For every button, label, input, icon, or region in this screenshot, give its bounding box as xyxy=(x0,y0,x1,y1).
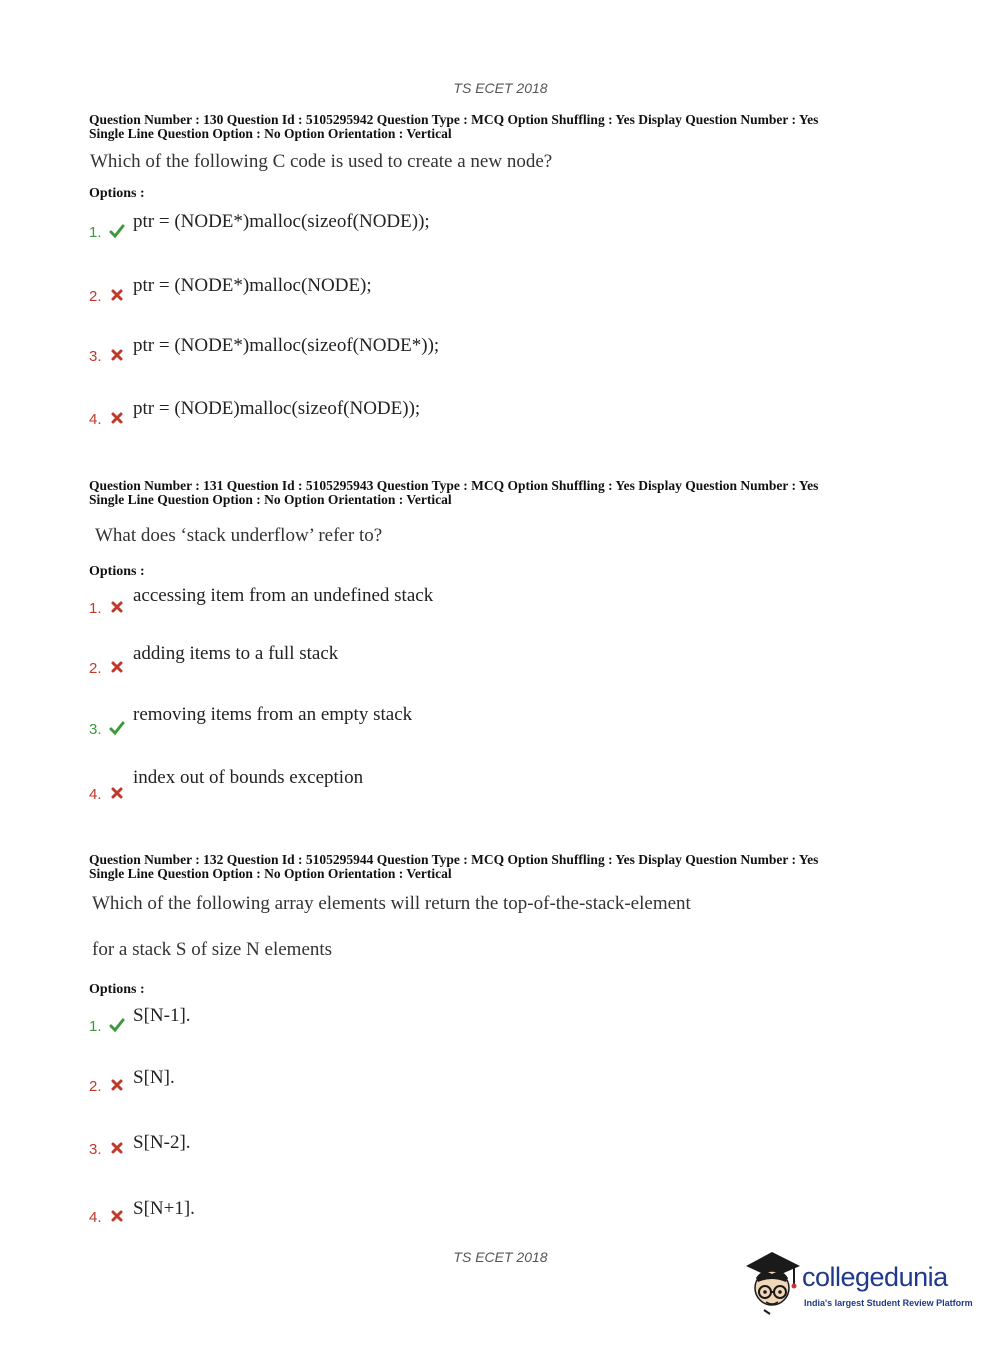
option-number: 4. xyxy=(89,786,102,803)
option-1 xyxy=(89,211,789,241)
option-number: 4. xyxy=(89,1209,102,1226)
page-header: TS ECET 2018 xyxy=(453,80,548,96)
option-3 xyxy=(89,335,789,365)
option-number: 3. xyxy=(89,1141,102,1158)
cross-icon xyxy=(109,287,125,303)
option-text: adding items to a full stack xyxy=(133,643,339,664)
check-icon xyxy=(109,720,125,736)
option-3 xyxy=(89,1128,789,1158)
option-1 xyxy=(89,1005,789,1035)
question-meta-line2: Single Line Question Option : No Option Orientation : Vertical xyxy=(89,126,452,141)
option-text: index out of bounds exception xyxy=(133,767,364,788)
cross-icon xyxy=(109,1077,125,1093)
cross-icon xyxy=(109,347,125,363)
mascot-icon xyxy=(742,1250,804,1318)
page-footer: TS ECET 2018 xyxy=(453,1249,548,1265)
option-4 xyxy=(89,398,789,428)
option-2 xyxy=(89,643,789,677)
question-meta-line2: Single Line Question Option : No Option Orientation : Vertical xyxy=(89,492,452,507)
option-number: 3. xyxy=(89,348,102,365)
check-icon xyxy=(109,223,125,239)
option-text: S[N]. xyxy=(133,1067,175,1088)
question-text-line2: for a stack S of size N elements xyxy=(92,939,333,960)
question-meta-line1: Question Number : 131 Question Id : 5105295943 Question Type : MCQ Option Shuffling : Yes Display Question Number : Yes xyxy=(89,478,819,493)
option-text: S[N+1]. xyxy=(133,1198,195,1219)
option-2 xyxy=(89,275,789,305)
option-text: S[N-2]. xyxy=(133,1132,191,1153)
option-number: 2. xyxy=(89,660,102,677)
option-number: 2. xyxy=(89,1078,102,1095)
question-text-line1: Which of the following array elements will return the top-of-the-stack-element xyxy=(92,893,691,914)
option-number: 1. xyxy=(89,1018,102,1035)
option-text: removing items from an empty stack xyxy=(133,704,413,725)
option-number: 1. xyxy=(89,224,102,241)
options-label: Options : xyxy=(89,982,145,997)
question-text: Which of the following C code is used to create a new node? xyxy=(90,151,553,172)
option-number: 2. xyxy=(89,288,102,305)
cross-icon xyxy=(109,785,125,801)
cross-icon xyxy=(109,659,125,675)
cross-icon xyxy=(109,1140,125,1156)
options-label: Options : xyxy=(89,186,145,201)
option-number: 3. xyxy=(89,721,102,738)
question-132 xyxy=(89,852,929,1226)
option-text: accessing item from an undefined stack xyxy=(133,585,434,606)
collegedunia-logo xyxy=(742,1250,972,1320)
logo-tagline: India's largest Student Review Platform xyxy=(804,1298,973,1308)
option-3 xyxy=(89,704,789,738)
cross-icon xyxy=(109,410,125,426)
option-number: 4. xyxy=(89,411,102,428)
option-text: ptr = (NODE*)malloc(sizeof(NODE)); xyxy=(133,211,430,232)
question-meta-line2: Single Line Question Option : No Option Orientation : Vertical xyxy=(89,866,452,881)
option-4 xyxy=(89,1196,789,1226)
check-icon xyxy=(109,1017,125,1033)
option-1 xyxy=(89,587,789,617)
question-131 xyxy=(89,478,929,803)
option-text: ptr = (NODE)malloc(sizeof(NODE)); xyxy=(133,398,421,419)
question-text: What does ‘stack underflow’ refer to? xyxy=(95,525,383,546)
option-text: ptr = (NODE*)malloc(NODE); xyxy=(133,275,372,296)
option-text: ptr = (NODE*)malloc(sizeof(NODE*)); xyxy=(133,335,440,356)
options-label: Options : xyxy=(89,564,145,579)
logo-wordmark: collegedunia xyxy=(802,1262,948,1292)
question-meta-line1: Question Number : 132 Question Id : 5105295944 Question Type : MCQ Option Shuffling : Yes Display Question Number : Yes xyxy=(89,852,819,867)
option-2 xyxy=(89,1065,789,1095)
option-text: S[N-1]. xyxy=(133,1005,191,1026)
question-meta-line1: Question Number : 130 Question Id : 5105295942 Question Type : MCQ Option Shuffling : Yes Display Question Number : Yes xyxy=(89,112,819,127)
cross-icon xyxy=(109,1208,125,1224)
option-4 xyxy=(89,767,789,803)
cross-icon xyxy=(109,599,125,615)
option-number: 1. xyxy=(89,600,102,617)
question-130 xyxy=(89,112,929,428)
